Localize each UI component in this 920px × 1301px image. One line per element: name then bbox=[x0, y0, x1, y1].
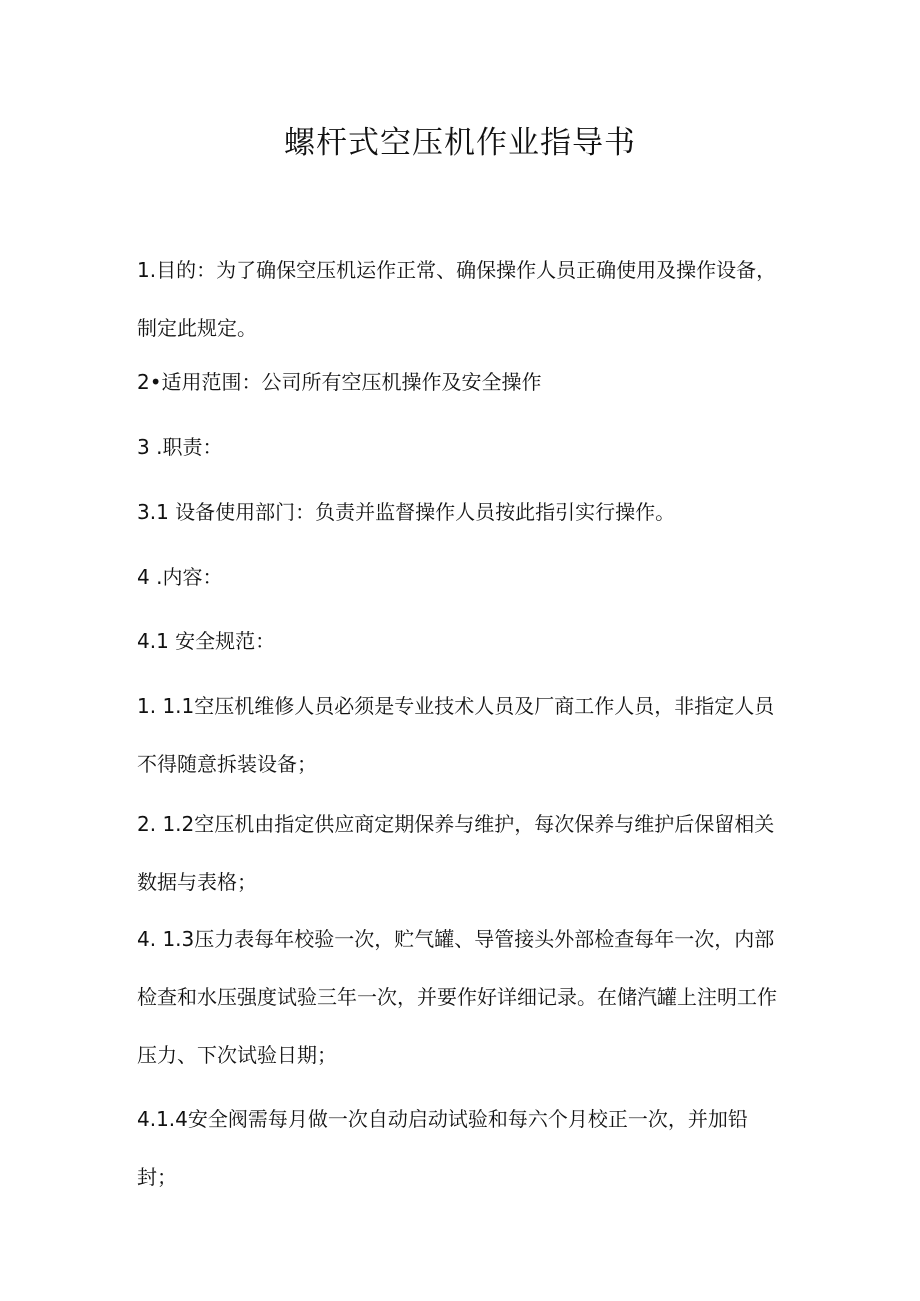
text-line: 1.目的：为了确保空压机运作正常、确保操作人员正确使用及操作设备， bbox=[137, 258, 777, 282]
paragraph-content bbox=[137, 548, 787, 606]
paragraph-4-1-4 bbox=[137, 1090, 787, 1206]
text-line: 不得随意拆装设备； bbox=[137, 752, 317, 776]
text-line: 检查和水压强度试验三年一次，并要作好详细记录。在储汽罐上注明工作 bbox=[137, 985, 777, 1009]
text-line: 1. 1.1空压机维修人员必须是专业技术人员及厂商工作人员，非指定人员 bbox=[137, 694, 775, 718]
paragraph-scope bbox=[137, 353, 787, 411]
paragraph-3-1 bbox=[137, 483, 787, 541]
text-line: 2. 1.2空压机由指定供应商定期保养与维护，每次保养与维护后保留相关 bbox=[137, 812, 775, 836]
text-line: 4. 1.3压力表每年校验一次，贮气罐、导管接头外部检查每年一次，内部 bbox=[137, 927, 775, 951]
paragraph-responsibilities bbox=[137, 418, 787, 476]
paragraph-4-1-1 bbox=[137, 677, 787, 793]
document-title: 螺杆式空压机作业指导书 bbox=[284, 125, 636, 161]
paragraph-4-1 bbox=[137, 612, 787, 670]
paragraph-4-1-3 bbox=[137, 910, 787, 1084]
paragraph-purpose bbox=[137, 241, 787, 357]
text-line: 4.1.4安全阀需每月做一次自动启动试验和每六个月校正一次，并加铅 bbox=[137, 1107, 748, 1131]
paragraph-4-1-2 bbox=[137, 795, 787, 911]
text-line: 3.1 设备使用部门：负责并监督操作人员按此指引实行操作。 bbox=[137, 500, 676, 524]
text-line: 数据与表格； bbox=[137, 870, 257, 894]
text-line: 4.1 安全规范： bbox=[137, 629, 276, 653]
text-line: 封； bbox=[137, 1165, 177, 1189]
text-line: 4 .内容： bbox=[137, 565, 223, 589]
text-line: 3 .职责： bbox=[137, 435, 223, 459]
text-line: 压力、下次试验日期； bbox=[137, 1043, 337, 1067]
text-line: 2•适用范围：公司所有空压机操作及安全操作 bbox=[137, 370, 542, 394]
text-line: 制定此规定。 bbox=[137, 316, 257, 340]
